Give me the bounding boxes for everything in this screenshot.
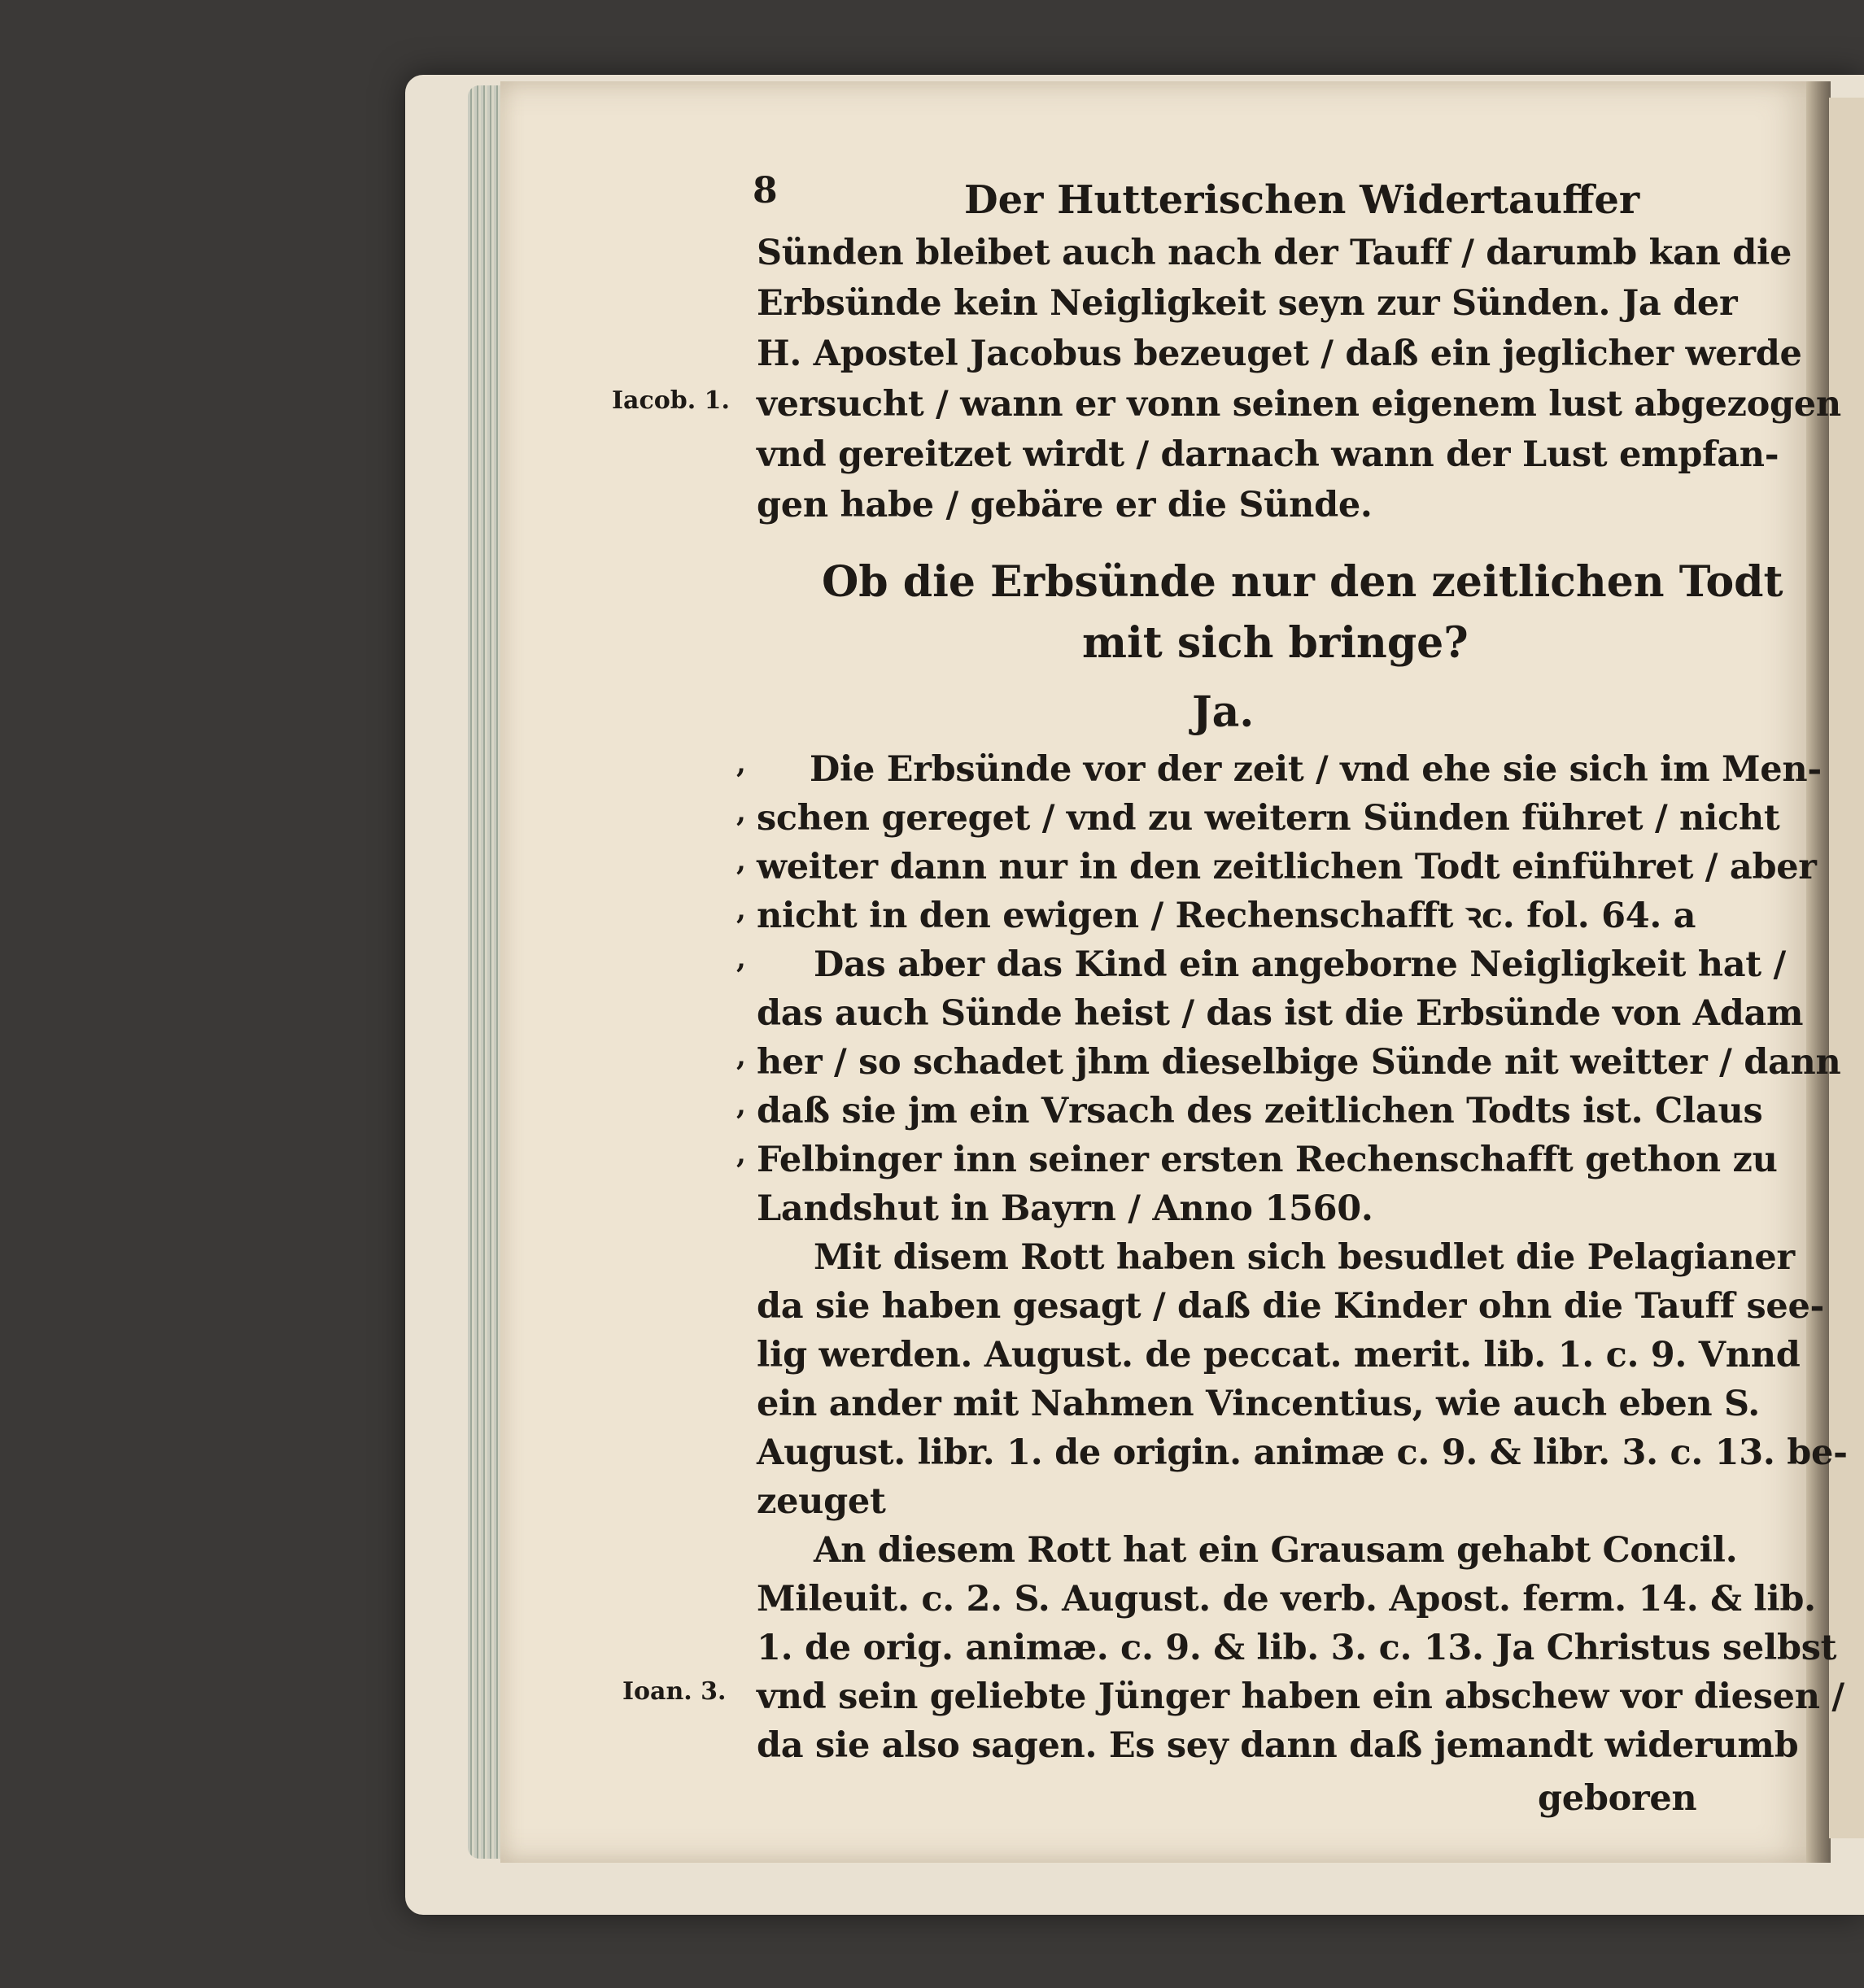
text-line: zeuget xyxy=(757,1481,886,1522)
margin-note-joan: Ioan. 3. xyxy=(622,1677,727,1706)
quote-line: Die Erbsünde vor der zeit / vnd ehe sie sich im Men- xyxy=(810,749,1822,790)
quote-line: schen gereget / vnd zu weitern Sünden führet / nicht xyxy=(757,798,1780,839)
text-line: vnd gereitzet wirdt / darnach wann der Lust empfan- xyxy=(757,434,1779,475)
quote-line: her / so schadet jhm dieselbige Sünde nit weitter / dann xyxy=(757,1042,1841,1083)
quote-mark: , xyxy=(736,1040,746,1073)
page-number: 8 xyxy=(753,170,778,211)
text-line: Erbsünde kein Neigligkeit seyn zur Sünden. Ja der xyxy=(757,283,1738,324)
text-line: vnd sein geliebte Jünger haben ein abschew vor diesen / xyxy=(757,1676,1844,1717)
text-line: da sie also sagen. Es sey dann daß jemandt widerumb xyxy=(757,1725,1799,1766)
section-heading-cont: mit sich bringe? xyxy=(1082,618,1469,668)
quote-line: Felbinger inn seiner ersten Rechenschafft gethon zu xyxy=(757,1140,1778,1180)
text-line: H. Apostel Jacobus bezeuget / daß ein jeglicher werde xyxy=(757,334,1802,374)
quote-line: nicht in den ewigen / Rechenschafft ꝛc. fol. 64. a xyxy=(757,896,1696,936)
text-line: versucht / wann er vonn seinen eigenem lust abgezogen xyxy=(757,384,1841,425)
facing-page-edge xyxy=(1829,98,1864,1838)
quote-line: Landshut in Bayrn / Anno 1560. xyxy=(757,1188,1373,1229)
quote-line: daß sie jm ein Vrsach des zeitlichen Todts ist. Claus xyxy=(757,1091,1763,1131)
section-heading: Ob die Erbsünde nur den zeitlichen Todt xyxy=(822,557,1783,607)
running-title: Der Hutterischen Widertauffer xyxy=(964,177,1640,223)
catchword: geboren xyxy=(1538,1778,1697,1819)
text-line: Mit disem Rott haben sich besudlet die Pelagianer xyxy=(814,1237,1795,1278)
quote-mark: , xyxy=(736,845,746,878)
text-line: An diesem Rott hat ein Grausam gehabt Concil. xyxy=(814,1530,1738,1571)
margin-note-jacob: Iacob. 1. xyxy=(612,386,730,415)
text-line: 1. de orig. animæ. c. 9. & lib. 3. c. 13. Ja Christus selbst xyxy=(757,1628,1837,1668)
text-line: gen habe / gebäre er die Sünde. xyxy=(757,485,1373,525)
text-line: ein ander mit Nahmen Vincentius, wie auch eben S. xyxy=(757,1384,1760,1424)
text-line: August. libr. 1. de origin. animæ c. 9. & libr. 3. c. 13. be- xyxy=(757,1432,1848,1473)
quote-line: weiter dann nur in den zeitlichen Todt einführet / aber xyxy=(757,847,1817,887)
quote-line: das auch Sünde heist / das ist die Erbsünde von Adam xyxy=(757,993,1804,1034)
text-line: lig werden. August. de peccat. merit. lib. 1. c. 9. Vnnd xyxy=(757,1335,1801,1375)
quote-mark: , xyxy=(736,748,746,780)
text-line: da sie haben gesagt / daß die Kinder ohn die Tauff see- xyxy=(757,1286,1825,1327)
section-answer: Ja. xyxy=(1192,687,1255,737)
quote-mark: , xyxy=(736,943,746,975)
quote-mark: , xyxy=(736,1089,746,1122)
quote-mark: , xyxy=(736,1138,746,1171)
text-line: Mileuit. c. 2. S. August. de verb. Apost. ferm. 14. & lib. xyxy=(757,1579,1816,1620)
quote-mark: , xyxy=(736,796,746,829)
text-line: Sünden bleibet auch nach der Tauff / darumb kan die xyxy=(757,233,1792,273)
quote-line: Das aber das Kind ein angeborne Neigligkeit hat / xyxy=(814,944,1786,985)
quote-mark: , xyxy=(736,894,746,926)
